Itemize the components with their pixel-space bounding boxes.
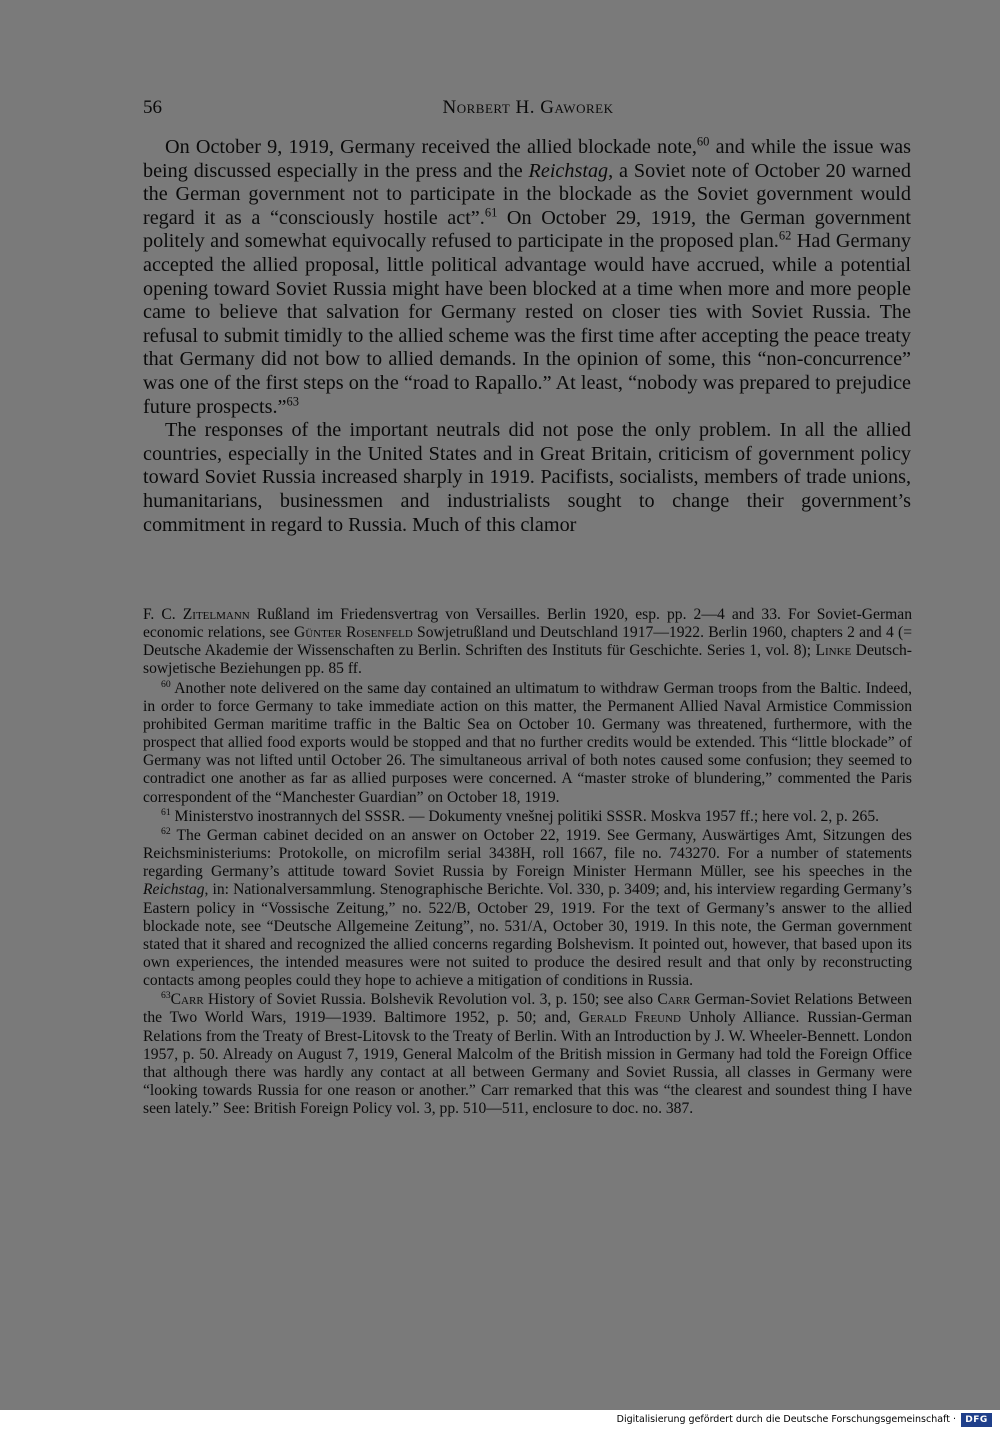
footnote-ref-62: 62 bbox=[778, 228, 792, 243]
paragraph: On October 9, 1919, Germany received the allied blockade note,$^{60}$ and while the issue was being discussed especially in the press and the Reichstag, a Soviet note of October 20 warned the German government not to participate in the blockade as the Soviet government would regard it as a “consciously hostile act”.$^{61}$ On October 29, 1919, the German government politely and somewhat equivocally refused to participate in the proposed plan.$^{62}$ Had Germany accepted the allied proposal, little political advantage would have accrued, while a potential opening toward Soviet Russia might have been blocked at a time when more and more people came to believe that salvation for Germany rested on closer ties with Soviet Russia. The refusal to submit timidly to the allied scheme was the first time after accepting the peace treaty that Germany did not bow to allied demands. In the opinion of some, this “non-concurrence” was one of the first steps on the “road to Rapallo.” At least, “nobody was prepared to prejudice future prospects.”$^{63}$ bbox=[143, 134, 912, 418]
footnote-ref-63: 63 bbox=[286, 393, 300, 408]
footnote-ref-61: 61 bbox=[484, 205, 498, 220]
paragraph: The responses of the important neutrals did not pose the only problem. In all the allied countries, especially in the United States and in Great Britain, criticism of government policy toward Soviet Russia increased sharply in 1919. Pacifists, socialists, members of trade unions, humanitarians, businessmen and industrialists sought to change their government’s commitment in regard to Russia. Much of this clamor bbox=[143, 419, 911, 536]
page-number: 56 bbox=[143, 97, 162, 118]
funding-notice: Digitalisierung gefördert durch die Deutsche Forschungsgemeinschaft · bbox=[616, 1414, 956, 1425]
main-text bbox=[143, 136, 911, 537]
footnote-63: $^{63}$Carr History of Soviet Russia. Bolshevik Revolution vol. 3, p. 150; see also Carr German-Soviet Relations Between the Two World Wars, 1919—1939. Baltimore 1952, p. 50; and, Gerald Freund Unholy Alliance. Russian-German Relations from the Treaty of Brest-Litovsk to the Treaty of Berlin. With an Introduction by J. W. Wheeler-Bennett. London 1957, p. 50. Already on August 7, 1919, General Malcolm of the British mission in Germany had told the Foreign Office that although there was hardly any contact at all between Germany and Soviet Russia, all classes in Germany were “looking towards Russia for one reason or another.” Carr remarked that this was “the clearest and soundest thing I have seen lately.” See: British Foreign Policy vol. 3, pp. 510—511, enclosure to doc. no. 387. bbox=[143, 990, 912, 1118]
footnotes bbox=[143, 606, 912, 1119]
footnote-61: $^{61}$ Ministerstvo inostrannych del SSSR. — Dokumenty vnešnej politiki SSSR. Moskva 1957 ff.; here vol. 2, p. 265. bbox=[161, 806, 880, 825]
running-header-author: Norbert H. Gaworek bbox=[442, 97, 614, 118]
footnote-continued: F. C. Zitelmann Rußland im Friedensvertrag von Versailles. Berlin 1920, esp. pp. 2—4 and 33. For Soviet-German economic relations, see Günter Rosenfeld Sowjetrußland und Deutschland 1917—1922. Berlin 1960, chapters 2 and 4 (= Deutsche Akademie der Wissenschaften zu Berlin. Schriften des Instituts für Geschichte. Series 1, vol. 8); Linke Deutsch-sowjetische Beziehungen pp. 85 ff. bbox=[143, 606, 912, 678]
footnote-62: $^{62}$ The German cabinet decided on an answer on October 22, 1919. See Germany, Auswärtiges Amt, Sitzungen des Reichsministeriums: Protokolle, on microfilm serial 3438H, roll 1667, file no. 743270. For a number of statements regarding Germany’s attitude toward Soviet Russia by Foreign Minister Hermann Müller, see his speeches in the Reichstag, in: Nationalversammlung. Stenographische Berichte. Vol. 330, p. 3409; and, his interview regarding Germany’s Eastern policy in “Vossische Zeitung,” no. 522/B, October 29, 1919. For the text of Germany’s answer to the allied blockade note, see “Deutsche Allgemeine Zeitung”, no. 531/A, October 30, 1919. In this note, the German government stated that it shared and recognized the allied concerns regarding Bolshevism. It pointed out, however, that based upon its own experiences, the intended measures were not suited to produce the desired result and that only by reconstructing contacts among peoples could they hope to achieve a mitigation of conditions in Russia. bbox=[143, 825, 912, 990]
footnote-ref-60: 60 bbox=[696, 134, 710, 149]
footnote-60: $^{60}$ Another note delivered on the same day contained an ultimatum to withdraw German troops from the Baltic. Indeed, in order to force Germany to take immediate action on this matter, the Permanent Allied Naval Armistice Commission prohibited German maritime traffic in the Baltic Sea on October 10. Germany was threatened, furthermore, with the prospect that allied food exports would be stopped and that no further credits would be extended. This “little blockade” of Germany was not lifted until October 26. The simultaneous arrival of both notes caused some confusion; they seemed to contradict one another as far as allied purposes were concerned. A “master stroke of blundering,” commented the Paris correspondent of the “Manchester Guardian” on October 18, 1919. bbox=[143, 678, 912, 806]
italic-term: Reichstag bbox=[528, 159, 609, 182]
dfg-logo: DFG bbox=[961, 1413, 992, 1427]
